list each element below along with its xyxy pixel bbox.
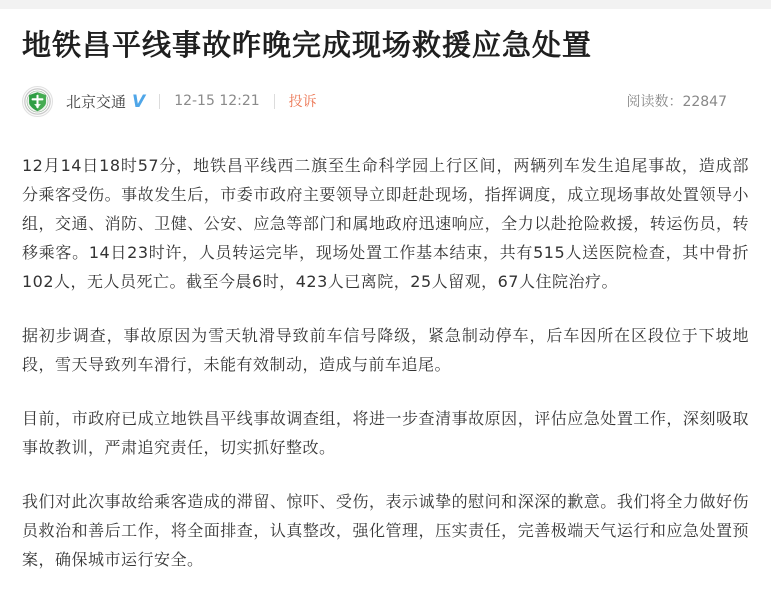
report-complaint-link[interactable]: 投诉 <box>288 94 317 110</box>
verified-badge-icon: V <box>132 91 146 112</box>
meta-divider <box>159 94 160 109</box>
beijing-traffic-logo-icon <box>24 88 51 115</box>
article-page <box>0 26 771 574</box>
publish-timestamp: 12-15 12:21 <box>174 93 260 109</box>
article-paragraph: 我们对此次事故给乘客造成的滞留、惊吓、受伤，表示诚挚的慰问和深深的歉意。我们将全力做好伤员救治和善后工作，将全面排查，认真整改，强化管理，压实责任，完善极端天气运行和应急处置预案，确保城市运行安全。 <box>22 492 749 569</box>
article-meta-bar <box>22 85 749 117</box>
article-paragraph: 据初步调查，事故原因为雪天轨滑导致前车信号降级，紧急制动停车，后车因所在区段位于下坡地段，雪天导致列车滑行，未能有效制动，造成与前车追尾。 <box>22 326 749 374</box>
article-title: 地铁昌平线事故昨晚完成现场救援应急处置 <box>22 28 593 62</box>
article-body <box>22 151 749 574</box>
author-name[interactable]: 北京交通 <box>66 92 127 111</box>
article-paragraph: 12月14日18时57分，地铁昌平线西二旗至生命科学园上行区间，两辆列车发生追尾事故，造成部分乘客受伤。事故发生后，市委市政府主要领导立即赶赴现场，指挥调度，成立现场事故处置领导小组，交通、消防、卫健、公安、应急等部门和属地政府迅速响应，全力以赴抢险救援，转运伤员，转移乘客。14日23时许，人员转运完毕，现场处置工作基本结束，共有515人送医院检查，其中骨折102人，无人员死亡。截至今晨6时，423人已离院，25人留观，67人住院治疗。 <box>22 156 749 291</box>
window-top-strip <box>0 0 771 9</box>
meta-divider <box>274 94 275 109</box>
read-count: 阅读数：22847 <box>626 94 727 110</box>
article-paragraph: 目前，市政府已成立地铁昌平线事故调查组，将进一步查清事故原因，评估应急处置工作，深刻吸取事故教训，严肃追究责任，切实抓好整改。 <box>22 409 749 457</box>
author-avatar[interactable] <box>22 86 53 117</box>
